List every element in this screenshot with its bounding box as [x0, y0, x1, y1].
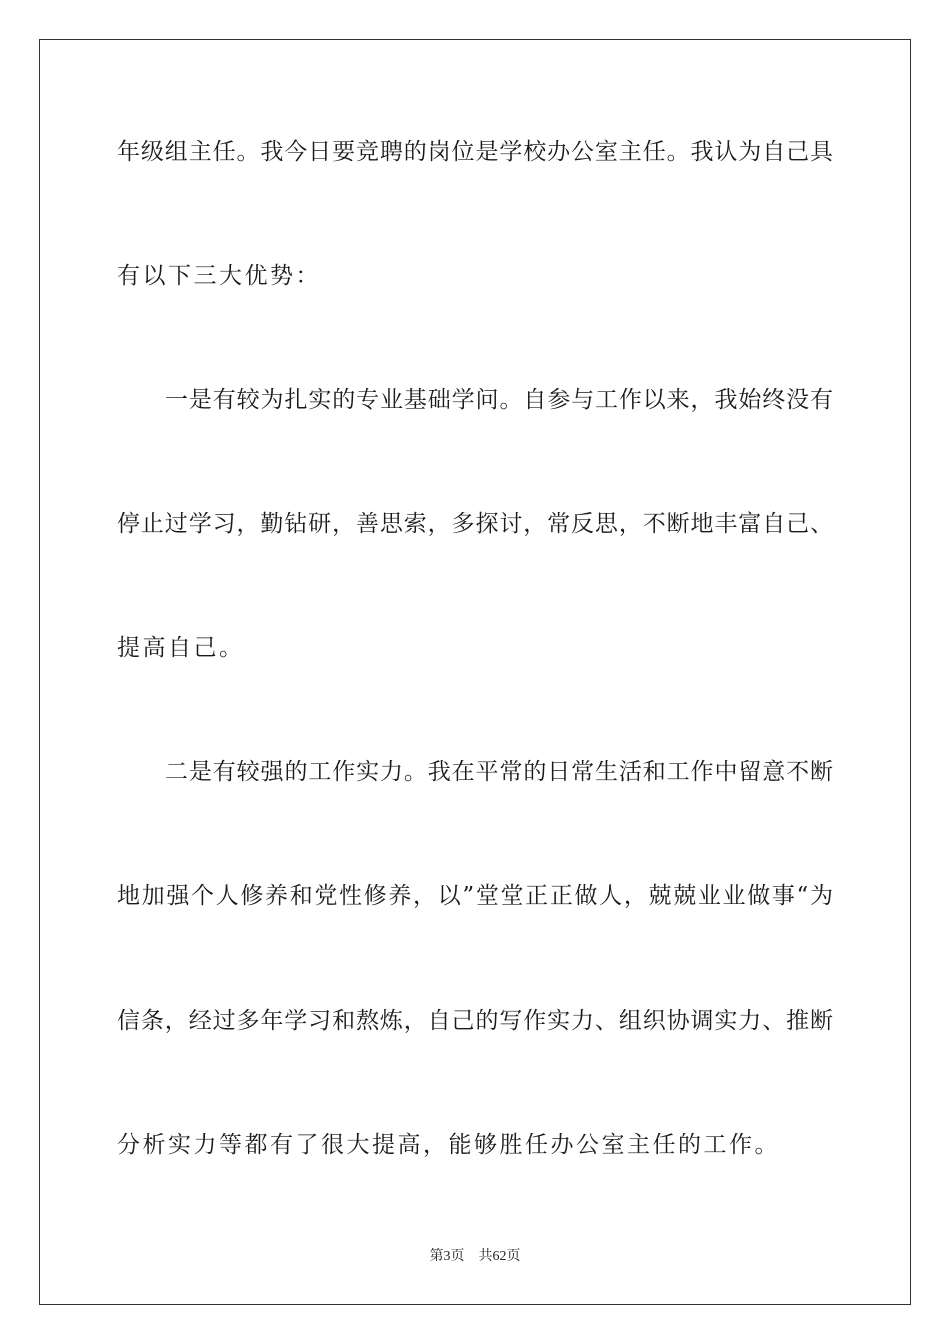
- body-line-5: 提高自己。: [117, 635, 245, 661]
- page-frame: [39, 39, 911, 1305]
- body-line-4: 停止过学习，勤钻研，善思索，多探讨，常反思，不断地丰富自己、: [117, 511, 833, 537]
- page-footer: [0, 1248, 950, 1266]
- body-line-6: 二是有较强的工作实力。我在平常的日常生活和工作中留意不断: [165, 759, 833, 785]
- body-line-3: 一是有较为扎实的专业基础学问。自参与工作以来，我始终没有: [165, 387, 833, 413]
- body-line-2: 有以下三大优势：: [117, 263, 321, 289]
- page-number: 第3页: [429, 1249, 465, 1264]
- body-line-7: 地加强个人修养和党性修养，以”堂堂正正做人，兢兢业业做事“为: [117, 883, 833, 909]
- body-line-9: 分析实力等都有了很大提高，能够胜任办公室主任的工作。: [117, 1132, 780, 1158]
- page-total: 共62页: [478, 1249, 521, 1264]
- body-line-8: 信条，经过多年学习和熬炼，自己的写作实力、组织协调实力、推断: [117, 1008, 833, 1034]
- body-line-1: 年级组主任。我今日要竞聘的岗位是学校办公室主任。我认为自己具: [117, 139, 833, 165]
